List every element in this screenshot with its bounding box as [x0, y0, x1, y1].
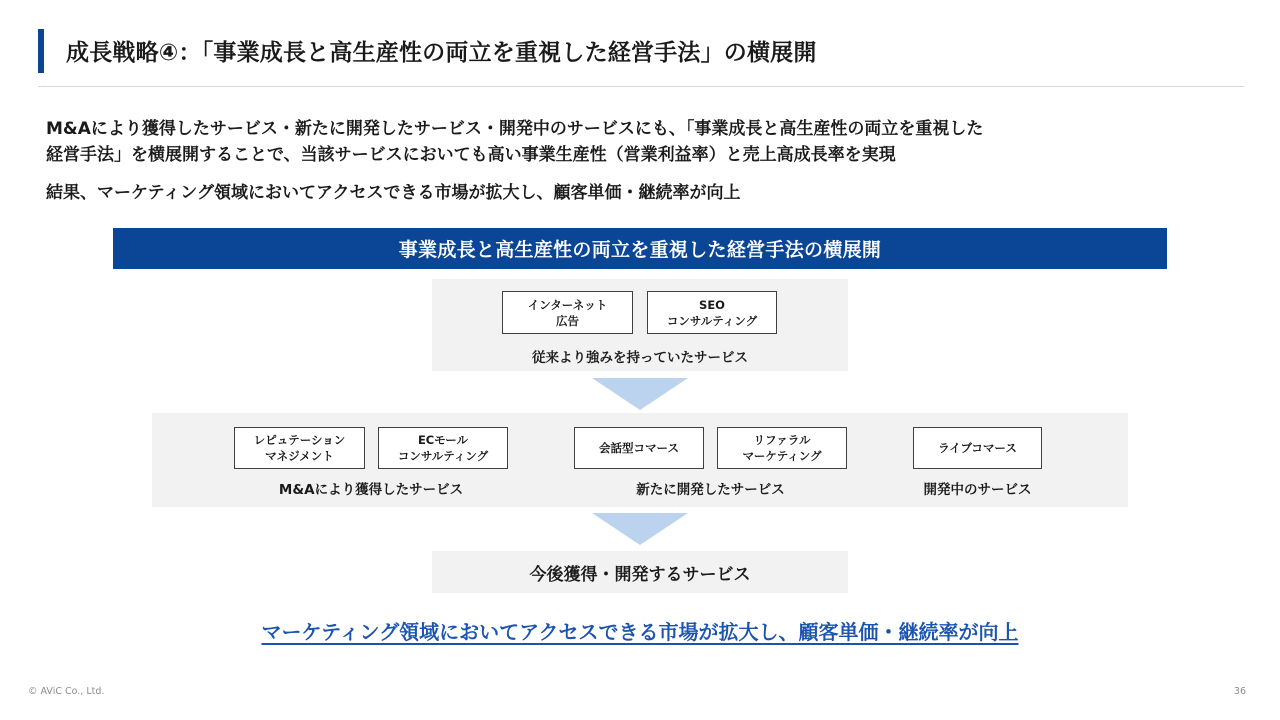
- copyright: © AViC Co., Ltd.: [28, 686, 105, 697]
- service-box-internet-ads: [502, 291, 633, 334]
- intro-line-2: 経営手法」を横展開することで、当該サービスにおいても高い事業生産性（営業利益率）と売上高成長率を実現: [46, 145, 896, 165]
- service-line: コンサルティング: [397, 449, 489, 463]
- title-accent-bar: [38, 29, 44, 73]
- conclusion-text: [0, 616, 1280, 645]
- intro-line-1: M&Aにより獲得したサービス・新たに開発したサービス・開発中のサービスにも、「事業成長と高生産性の両立を重視した: [46, 119, 984, 139]
- acquired-services-caption: M&Aにより獲得したサービス: [278, 482, 464, 498]
- page-title: 成長戦略④：「事業成長と高生産性の両立を重視した経営手法」の横展開: [66, 40, 817, 66]
- service-box-ec-mall-consulting: [378, 427, 508, 469]
- page-number: 36: [1233, 686, 1246, 697]
- service-box-seo-consulting: [647, 291, 777, 334]
- service-line: インターネット: [527, 297, 608, 312]
- developing-services-caption: 開発中のサービス: [923, 482, 1032, 498]
- service-box-conversational-commerce: [574, 427, 704, 469]
- service-line: コンサルティング: [666, 313, 758, 328]
- service-line: ECモール: [417, 433, 469, 447]
- service-line: マネジメント: [265, 449, 334, 463]
- service-line: SEO: [699, 297, 725, 312]
- title-divider: [38, 86, 1244, 87]
- service-box-live-commerce: [913, 427, 1042, 469]
- down-arrow-icon: [592, 513, 688, 545]
- service-line: レピュテーション: [253, 433, 346, 447]
- service-line: ライブコマース: [938, 441, 1017, 455]
- future-services-panel: 今後獲得・開発するサービス: [432, 551, 848, 593]
- service-box-reputation-management: [234, 427, 365, 469]
- service-line: リファラル: [753, 433, 811, 447]
- existing-services-caption: 従来より強みを持っていたサービス: [532, 350, 748, 366]
- intro-line-3: 結果、マーケティング領域においてアクセスできる市場が拡大し、顧客単価・継続率が向上: [46, 183, 741, 203]
- service-line: 広告: [556, 313, 579, 328]
- service-line: マーケティング: [742, 449, 822, 463]
- down-arrow-icon: [592, 378, 688, 410]
- new-services-caption: 新たに開発したサービス: [636, 482, 785, 498]
- service-box-referral-marketing: [717, 427, 847, 469]
- conclusion-underlined: マーケティング領域においてアクセスできる市場が拡大し、顧客単価・継続率が向上: [261, 620, 1019, 644]
- strategy-banner: 事業成長と高生産性の両立を重視した経営手法の横展開: [113, 228, 1167, 269]
- service-line: 会話型コマース: [599, 441, 679, 455]
